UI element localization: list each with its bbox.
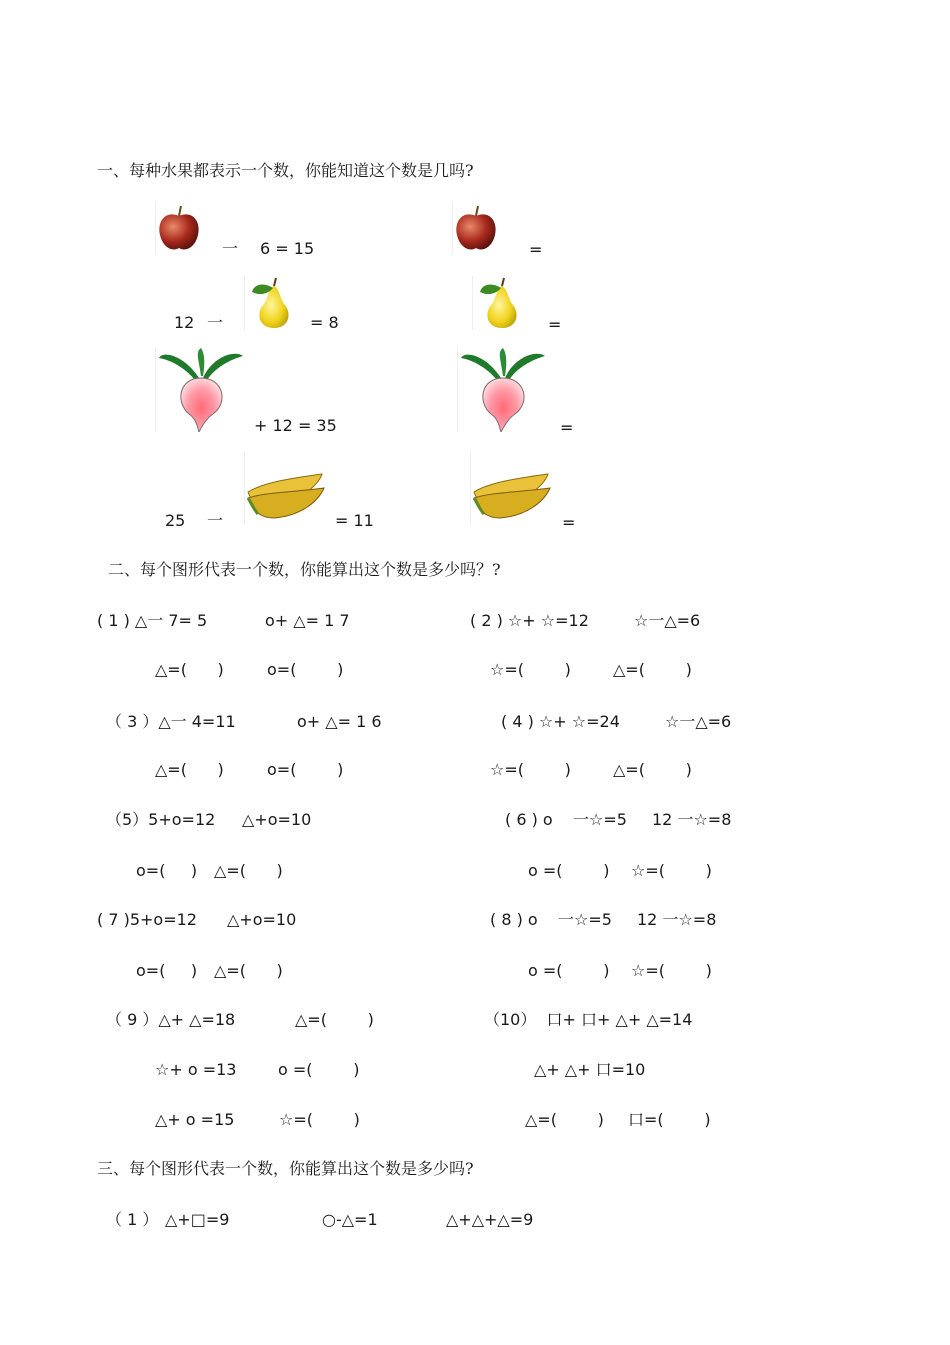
problem-5-answer1: o=( ) <box>136 861 198 880</box>
problem-9-eq2: ☆+ o =13 <box>155 1060 237 1079</box>
equation-text: + 12 = 35 <box>254 416 337 435</box>
section3-problem-1-eq1: △+□=9 <box>165 1210 230 1229</box>
answer-equals: = <box>560 418 574 437</box>
section-heading-1: 一、每种水果都表示一个数，你能知道这个数是几吗? <box>97 161 474 180</box>
problem-3-answer2: o=( ) <box>267 760 344 779</box>
equation-text: 6 = 15 <box>260 239 315 258</box>
radish-icon <box>457 348 549 432</box>
problem-7-eq1: ( 7 )5+o=12 <box>97 910 197 929</box>
problem-1-answer1: △=( ) <box>155 660 224 679</box>
problem-9-eq3: △+ o =15 <box>155 1110 235 1129</box>
problem-2-answer2: △=( ) <box>613 660 692 679</box>
problem-10-answer2: 口=( ) <box>628 1110 711 1129</box>
problem-6-answer1: o =( ) <box>528 861 610 880</box>
problem-9-eq1: （ 9 ）△+ △=18 <box>106 1010 236 1029</box>
problem-4-eq1: ( 4 ) ☆+ ☆=24 <box>501 712 620 731</box>
problem-1-eq1: ( 1 ) △一 7= 5 <box>97 611 208 630</box>
problem-3-answer1: △=( ) <box>155 760 224 779</box>
problem-6-answer2: ☆=( ) <box>631 861 712 880</box>
equation-op: 一 <box>207 511 224 530</box>
equation-op: 一 <box>222 239 239 258</box>
section3-problem-1-eq3: △+△+△=9 <box>446 1210 534 1229</box>
problem-10-eq1: （10） 口+ 口+ △+ △=14 <box>484 1010 693 1029</box>
section-heading-2: 二、每个图形代表一个数，你能算出这个数是多少吗？? <box>108 560 501 579</box>
problem-3-eq1: （ 3 ）△一 4=11 <box>106 712 236 731</box>
problem-8-answer1: o =( ) <box>528 961 610 980</box>
problem-9-answer1: △=( ) <box>295 1010 374 1029</box>
problem-7-eq2: △+o=10 <box>227 910 297 929</box>
problem-2-answer1: ☆=( ) <box>490 660 571 679</box>
equation-text: 25 <box>165 511 186 530</box>
problem-1-answer2: o=( ) <box>267 660 344 679</box>
equation-text: = 8 <box>310 313 339 332</box>
equation-text: 12 <box>174 313 195 332</box>
problem-1-eq2: o+ △= 1 7 <box>265 611 350 630</box>
answer-equals: = <box>548 315 562 334</box>
problem-4-eq2: ☆一△=6 <box>665 712 732 731</box>
problem-2-eq2: ☆一△=6 <box>634 611 701 630</box>
problem-5-answer2: △=( ) <box>214 861 283 880</box>
problem-7-answer1: o=( ) <box>136 961 198 980</box>
problem-5-eq2: △+o=10 <box>242 810 312 829</box>
problem-9-answer2: o =( ) <box>278 1060 360 1079</box>
problem-9-answer3: ☆=( ) <box>279 1110 360 1129</box>
problem-4-answer1: ☆=( ) <box>490 760 571 779</box>
problem-7-answer2: △=( ) <box>214 961 283 980</box>
problem-10-answer1: △=( ) <box>525 1110 604 1129</box>
section3-problem-1-label: （ 1 ） <box>106 1210 159 1229</box>
problem-6-eq1: ( 6 ) o 一☆=5 <box>505 810 627 829</box>
answer-equals: = <box>529 240 543 259</box>
answer-equals: = <box>562 513 576 532</box>
problem-10-eq2: △+ △+ 口=10 <box>534 1060 646 1079</box>
problem-8-eq2: 12 一☆=8 <box>637 910 717 929</box>
radish-icon <box>155 348 247 432</box>
apple-icon <box>452 202 500 254</box>
pear-icon <box>472 276 528 330</box>
problem-3-eq2: o+ △= 1 6 <box>297 712 382 731</box>
problem-4-answer2: △=( ) <box>613 760 692 779</box>
apple-icon <box>155 202 203 254</box>
section3-problem-1-eq2: ○-△=1 <box>322 1210 378 1229</box>
pear-icon <box>244 276 300 330</box>
problem-2-eq1: ( 2 ) ☆+ ☆=12 <box>470 611 589 630</box>
problem-8-answer2: ☆=( ) <box>631 961 712 980</box>
problem-8-eq1: ( 8 ) o 一☆=5 <box>490 910 612 929</box>
problem-5-eq1: （5）5+o=12 <box>106 810 216 829</box>
problem-6-eq2: 12 一☆=8 <box>652 810 732 829</box>
banana-icon <box>244 452 326 524</box>
banana-icon <box>470 452 552 524</box>
equation-op: 一 <box>207 313 224 332</box>
equation-text: = 11 <box>335 511 374 530</box>
section-heading-3: 三、每个图形代表一个数，你能算出这个数是多少吗? <box>97 1159 474 1178</box>
